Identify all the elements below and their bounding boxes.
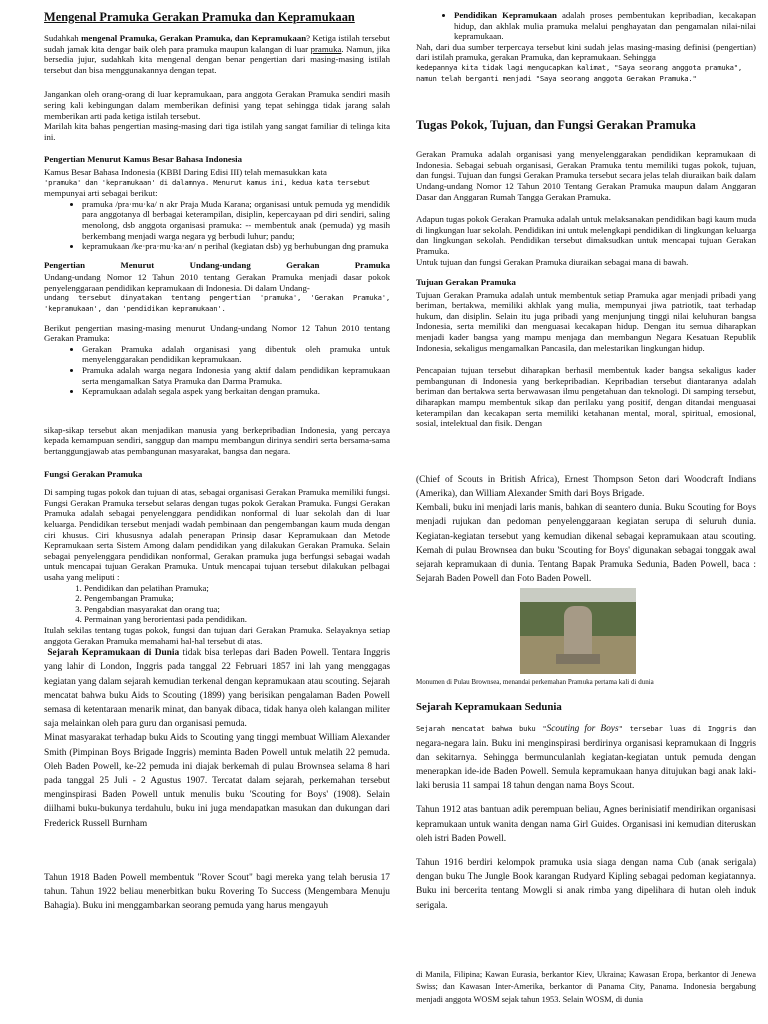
sejarah-paragraph-1: Sejarah mencatat bahwa buku "Scouting for Boys" tersebar luas di Inggris dan negara-negara lain. Buku ini menginspirasi berdirinya organisasi kepramukaan di Inggris dan sekitarnya. Sehingga bermunculanlah kegiatan-kegiatan untuk pemuda dengan menerapkan ide-ide Baden Powell. Semula kepramukaan hanya ditujukan bagi anak laki-laki berusia 11 sampai 18 tahun dengan nama Boys Scout. xyxy=(416,724,756,792)
intro-paragraph-3: Marilah kita bahas pengertian masing-masing dari tiga istilah yang sangat familiar di telinga kita ini. xyxy=(44,121,390,142)
monument-stone xyxy=(564,606,592,658)
pk-list xyxy=(416,10,756,42)
monument-photo xyxy=(520,588,636,674)
kembali-paragraph: Kembali, buku ini menjadi laris manis, bahkan di seantero dunia. Buku Scouting for Boys menjadi rujukan dan pedoman penyelenggaraan kegiatan serupa di seluruh dunia. Kegiatan-kegiatan tersebut yang kemudian dikenal sebagai kepramukaan atau scouting. Kemah di pulau Brownsea dan buku 'Scouting for Boys' digunakan sebagai tonggak awal sejarah kepramukaan di dunia. Tentang Bapak Pramuka Sedunia, Baden Powell, baca : Sejarah Baden Powell dan Foto Baden Powell. xyxy=(416,503,756,585)
list-item: • Kepramukaan adalah segala aspek yang berkaitan dengan pramuka. xyxy=(82,386,390,397)
list-item: • Pramuka adalah warga negara Indonesia yang aktif dalam pendidikan kepramukaan serta mengamalkan Satya Pramuka dan Darma Pramuka. xyxy=(82,365,390,386)
tujuan-paragraph-1: Tujuan Gerakan Pramuka adalah untuk membentuk setiap Pramuka agar menjadi pribadi yang beriman, bertakwa, memiliki akhlak yang mulia, mempunyai jiwa patriotik, taat terhadap hukum, dan disiplin. Selain itu juga pribadi yang menjunjung tinggi nilai keluhuran bangsa Indonesia, serta memiliki dan menguasai kecakapan hidup. Dengan itu semua diharapkan menjadi kader bangsa yang mampu menjaga dan membangun Negara Kesatuan Republik Indonesia, sekaligus mengamalkan Pancasila, dan melestarikan lingkungan hidup. xyxy=(416,289,756,353)
tugas-heading: Tugas Pokok, Tujuan, dan Fungsi Gerakan Pramuka xyxy=(416,118,696,133)
sikap-paragraph: sikap-sikap tersebut akan menjadikan manusia yang berkepribadian Indonesia, yang percaya kepada kemampuan sendiri, sanggup dan mampu membangun dirinya sendiri serta bersama-sama bertanggungjawab atas pembangunan masyarakat, bangsa dan negara. xyxy=(44,424,390,456)
minat-paragraph: Minat masyarakat terhadap buku Aids to Scouting yang tinggi membuat William Alexander Smith (Pimpinan Boys Brigade Inggris) meminta Baden Powell untuk melatih 22 pemuda. Oleh Baden Powell, ke-22 pemuda ini diajak berkemah di pulau Brownsea selama 8 hari pada tanggal 25 Juli - 2 Agustus 1907. Tercatat dalam sejarah, perkemahan tersebut menginspirasi Baden Powell untuk menulis buku 'Scouting for Boys' (1908). Selain diilhami buku-bukunya terdahulu, buku ini juga mendapatkan masukan dan dukungan dari Frederick Russell Burnham xyxy=(44,733,390,829)
tahun-1912-paragraph: Tahun 1912 atas bantuan adik perempuan beliau, Agnes berinisiatif mendirikan organisasi kepramukaan untuk wanita dengan nama Girl Guides. Organisasi ini kemudian diteruskan oleh istri Baden Powell. xyxy=(416,805,756,844)
tugas-paragraph-1: Gerakan Pramuka adalah organisasi yang menyelenggarakan pendidikan kepramukaan di Indonesia. Sebagai sebuah organisasi, Gerakan Pramuka tentu memiliki tugas pokok, tujuan, dan fungsi. Tujuan dan fungsi Gerakan Pramuka tersebut secara jelas telah diuraikan baik dalam Undang-undang Nomor 12 Tahun 2010 Tentang Gerakan Pramuka maupun dalam Anggaran Dasar dan Anggaran Rumah Tangga Gerakan Pramuka. xyxy=(416,149,756,202)
tujuan-heading: Tujuan Gerakan Pramuka xyxy=(416,277,516,288)
tahun-1916-paragraph: Tahun 1916 berdiri kelompok pramuka usia siaga dengan nama Cub (anak serigala) dengan buku The Jungle Book karangan Rudyard Kipling sebagai pedoman kegiatannya. Buku ini bercerita tentang Mowgli si anak rimba yang dipelihara di hutan oleh induk serigala. xyxy=(416,858,756,911)
pk-closing: Nah, dari dua sumber terpercaya tersebut kini sudah jelas masing-masing definisi (pengertian) dari istilah pramuka, gerakan Pramuka, dan kepramukaan. Sehingga xyxy=(416,41,756,63)
uu-text-2: undang tersebut dinyatakan tentang pengertian 'pramuka', 'Gerakan Pramuka', 'kepramukaan', dan 'pendidikan kepramukaan'. xyxy=(44,293,390,314)
sejarah-dunia-paragraph: Sejarah Kepramukaan di Dunia tidak bisa terlepas dari Baden Powell. Tentara Inggris yang lahir di London, Inggris pada tanggal 22 Februari 1857 ini lah yang menggagas kegiatan yang dalam sejarah kemudian terkenal dengan kepramukaan atau scouting. Sejarah mencatat bahwa buku Aids to Scouting (1899) yang berisikan pengalaman Baden Powell semasa di ketentaraan menarik minat, dan banyak dibaca, tidak hanya oleh kalangan militer saja melainkan oleh para guru dan organisasi pemuda. xyxy=(44,648,390,730)
chief-paragraph: (Chief of Scouts in British Africa), Ernest Thompson Seton dari Woodcraft Indians (Amerika), dan William Alexander Smith dari Boys Brigade. xyxy=(416,474,756,500)
left-column xyxy=(44,0,390,1024)
list-item: 3. Pengabdian masyarakat dan orang tua; xyxy=(84,604,390,615)
sejarah-dunia-lead: Sejarah Kepramukaan di Dunia xyxy=(47,648,180,659)
right-column xyxy=(416,0,756,1024)
kbbi-text-2: 'pramuka' dan 'kepramukaan' di dalamnya. Menurut kamus ini, kedua kata tersebut xyxy=(44,177,371,187)
uu-text-3: Berikut pengertian masing-masing menurut Undang-undang Nomor 12 Tahun 2010 tentang Gerakan Pramuka: xyxy=(44,322,390,344)
intro-paragraph-2: Jangankan oleh orang-orang di luar kepramukaan, para anggota Gerakan Pramuka sendiri masih sering kali kebingungan dalam memberikan definisi yang tepat sehingga tidak jarang salah memberikan arti pada ketiga istilah tersebut. xyxy=(44,89,390,121)
pk-closing-2: kedepannya kita tidak lagi mengucapkan kalimat, "Saya seorang anggota pramuka", namun telah berganti menjadi "Saya seorang anggota Gerakan Pramuka." xyxy=(416,62,743,83)
kbbi-text-3: mempunyai arti sebagai berikut: xyxy=(44,188,158,199)
tugas-paragraph-3: Untuk tujuan dan fungsi Gerakan Pramuka diuraikan sebagai mana di bawah. xyxy=(416,256,689,267)
list-item: • Gerakan Pramuka adalah organisasi yang dibentuk oleh pramuka untuk menyelenggarakan pendidikan kepramukaan. xyxy=(82,344,390,365)
uu-text-1: Undang-undang Nomor 12 Tahun 2010 tentang Gerakan Pramuka menjadi dasar pokok penyelenggaraan pendidikan kepramukaan di Indonesia. Di dalam Undang- xyxy=(44,272,390,293)
bottom-paragraph: di Manila, Filipina; Kawan Eurasia, berkantor Kiev, Ukraina; Kawasan Eropa, berkantor di Jenewa Swiss; dan Kawasan Inter-Amerika, berkantor di Panama City, Panama. Indonesia bergabung menjadi anggota WOSM sejak tahun 1953. Selain WOSM, di dunia xyxy=(416,969,756,1004)
fungsi-heading: Fungsi Gerakan Pramuka xyxy=(44,468,143,479)
photo-caption: Monumen di Pulau Brownsea, menandai perkemahan Pramuka pertama kali di dunia xyxy=(416,678,654,687)
kbbi-text-1: Kamus Besar Bahasa Indonesia (KBBI Daring Edisi III) telah memasukkan kata xyxy=(44,166,327,177)
article-title: Mengenal Pramuka Gerakan Pramuka dan Kepramukaan xyxy=(44,10,355,24)
fungsi-list xyxy=(44,583,390,625)
list-item: • Pendidikan Kepramukaan adalah proses pembentukan kepribadian, kecakapan hidup, dan akhlak mulia pramuka melalui penghayatan dan pengamalan nilai-nilai kepramukaan. xyxy=(454,10,756,42)
list-item: 1. Pendidikan dan pelatihan Pramuka; xyxy=(84,583,390,594)
tugas-paragraph-2: Adapun tugas pokok Gerakan Pramuka adalah untuk melaksanakan pendidikan bagi kaum muda di lingkungan luar sekolah. Pendidikan ini untuk melengkapi pendidikan di lingkungan keluarga dan lingkungan sekolah. Pendidikan tersebut dimaksudkan untuk mencapai tujuan Gerakan Pramuka. xyxy=(416,214,756,256)
sejarah-heading: Sejarah Kepramukaan Sedunia xyxy=(416,701,562,714)
rover-paragraph: Tahun 1918 Baden Powell membentuk "Rover Scout" bagi mereka yang telah berusia 17 tahun. Tahun 1922 beliau menerbitkan buku Rovering To Success (Mengembara Menuju Bahagia). Buku ini menggambarkan seorang pemuda yang harus mengayuh xyxy=(44,872,390,912)
fungsi-closing: Itulah sekilas tentang tugas pokok, fungsi dan tujuan dari Gerakan Pramuka. Selayaknya setiap anggota Gerakan Pramuka memahami hal-hal tersebut di atas. xyxy=(44,624,390,646)
uu-heading: Pengertian Menurut Undang-undang Gerakan Pramuka xyxy=(44,259,390,270)
uu-list xyxy=(44,344,390,397)
list-item: 2. Pengembangan Pramuka; xyxy=(84,593,390,604)
fungsi-text: Di samping tugas pokok dan tujuan di atas, sebagai organisasi Gerakan Pramuka memiliki fungsi. Fungsi Gerakan Pramuka tersebut selaras dengan tugas pokok Gerakan Pramuka. Fungsi Gerakan Pramuka adalah sebagai penyelenggara pendidikan nonformal di luar sekolah dan di luar keluarga. Pendidikan tersebut menjadi wadah pembinaan dan pengembangan kaum muda dengan ciri khusus. Ciri khususnya adalah penerapan Prinsip dasar Kepramukaan dan Metode Kepramukaan serta Sistem Among dalam pendidikan yang dilakukan Gerakan Pramuka. Selain sebagai penyelenggara pendidikan nonformal, Gerakan pramuka juga berfungsi sebagai wadah untuk mencapai tujuan Gerakan Pramuka. Untuk mencapai tujuan tersebut dilakukan pelbagai usaha yang meliputi : xyxy=(44,487,390,582)
list-item: 4. Permainan yang berorientasi pada pendidikan. xyxy=(84,614,390,625)
list-item: • pramuka /pra·mu·ka/ n akr Praja Muda Karana; organisasi untuk pemuda yg mendidik para anggotanya dl berbagai keterampilan, disiplin, kepercayaan pd diri sendiri, saling menolong, dsb anggota organisasi pramuka: -- membentuk anak (pemuda) yg masih berkembang menjadi warga negara yg berbudi luhur; pandu; xyxy=(82,199,390,241)
tujuan-paragraph-2: Pencapaian tujuan tersebut diharapkan berhasil membentuk kader bangsa sekaligus kader pembangunan di Indonesia yang berkepribadian. Kepribadian tersebut diantaranya adalah beriman dan bertakwa serta berwawasan ilmu pengetahuan dan teknologi. Di samping tersebut, diharapkan mampu membentuk sikap dan perilaku yang positif, dengan ditandai menguasai keterampilan dan kecakapan serta memiliki ketahanan mental, moral, spiritual, emosional, sosial, intelektual dan fisik. Dengan xyxy=(416,365,756,429)
intro-paragraph-1: Sudahkah mengenal Pramuka, Gerakan Pramuka, dan Kepramukaan? Ketiga istilah tersebut sudah jamak kita dengar baik oleh para pramuka maupun kalangan di luar pramuka. Namun, jika bersedia jujur, sudahkah kita mengenal dengan benar pengertian dari masing-masing istilah tersebut dan bisa menggunakannya dengan tepat. xyxy=(44,33,390,75)
kbbi-list xyxy=(44,199,390,252)
list-item: • kepramukaan /ke·pra·mu·ka·an/ n perihal (kegiatan dsb) yg berhubungan dng pramuka xyxy=(82,241,390,252)
kbbi-heading: Pengertian Menurut Kamus Besar Bahasa Indonesia xyxy=(44,154,243,165)
